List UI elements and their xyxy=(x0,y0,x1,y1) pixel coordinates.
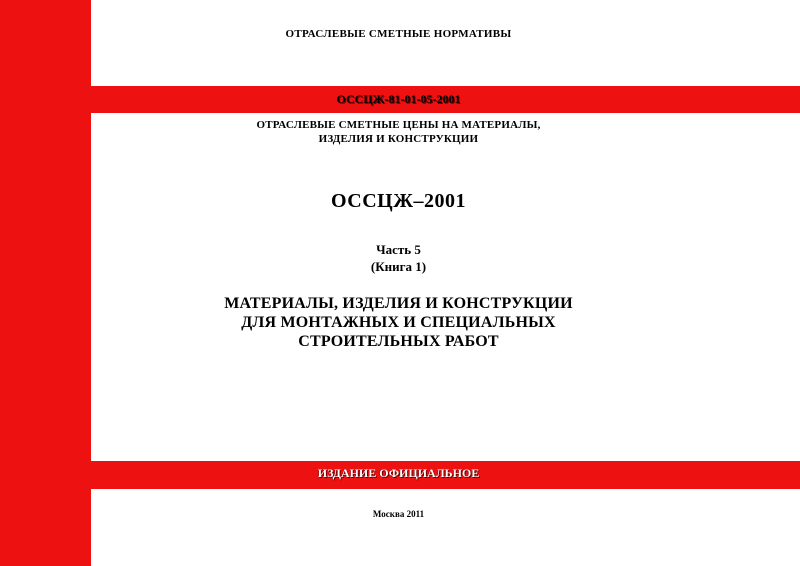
main-title: ОССЦЖ–2001 xyxy=(330,190,467,212)
materials-title-line-3: СТРОИТЕЛЬНЫХ РАБОТ xyxy=(298,333,499,350)
city-year: Москва 2011 xyxy=(372,509,425,519)
prices-subtitle-line-1: ОТРАСЛЕВЫЕ СМЕТНЫЕ ЦЕНЫ НА МАТЕРИАЛЫ, xyxy=(256,119,541,131)
series-header: ОТРАСЛЕВЫЕ СМЕТНЫЕ НОРМАТИВЫ xyxy=(285,28,512,40)
document-code-text: ОССЦЖ-81-01-05-2001 xyxy=(336,92,461,106)
materials-title xyxy=(91,294,706,351)
part-info xyxy=(91,241,706,275)
materials-title-line-1: МАТЕРИАЛЫ, ИЗДЕЛИЯ И КОНСТРУКЦИИ xyxy=(224,295,573,312)
part-number: Часть 5 xyxy=(376,242,421,257)
prices-subtitle-line-2: ИЗДЕЛИЯ И КОНСТРУКЦИИ xyxy=(318,133,479,145)
document-code xyxy=(91,92,706,107)
prices-subtitle xyxy=(91,118,706,146)
book-number: (Книга 1) xyxy=(370,259,427,274)
materials-title-line-2: ДЛЯ МОНТАЖНЫХ И СПЕЦИАЛЬНЫХ xyxy=(241,314,556,331)
official-edition-label: ИЗДАНИЕ ОФИЦИАЛЬНОЕ xyxy=(317,466,480,480)
